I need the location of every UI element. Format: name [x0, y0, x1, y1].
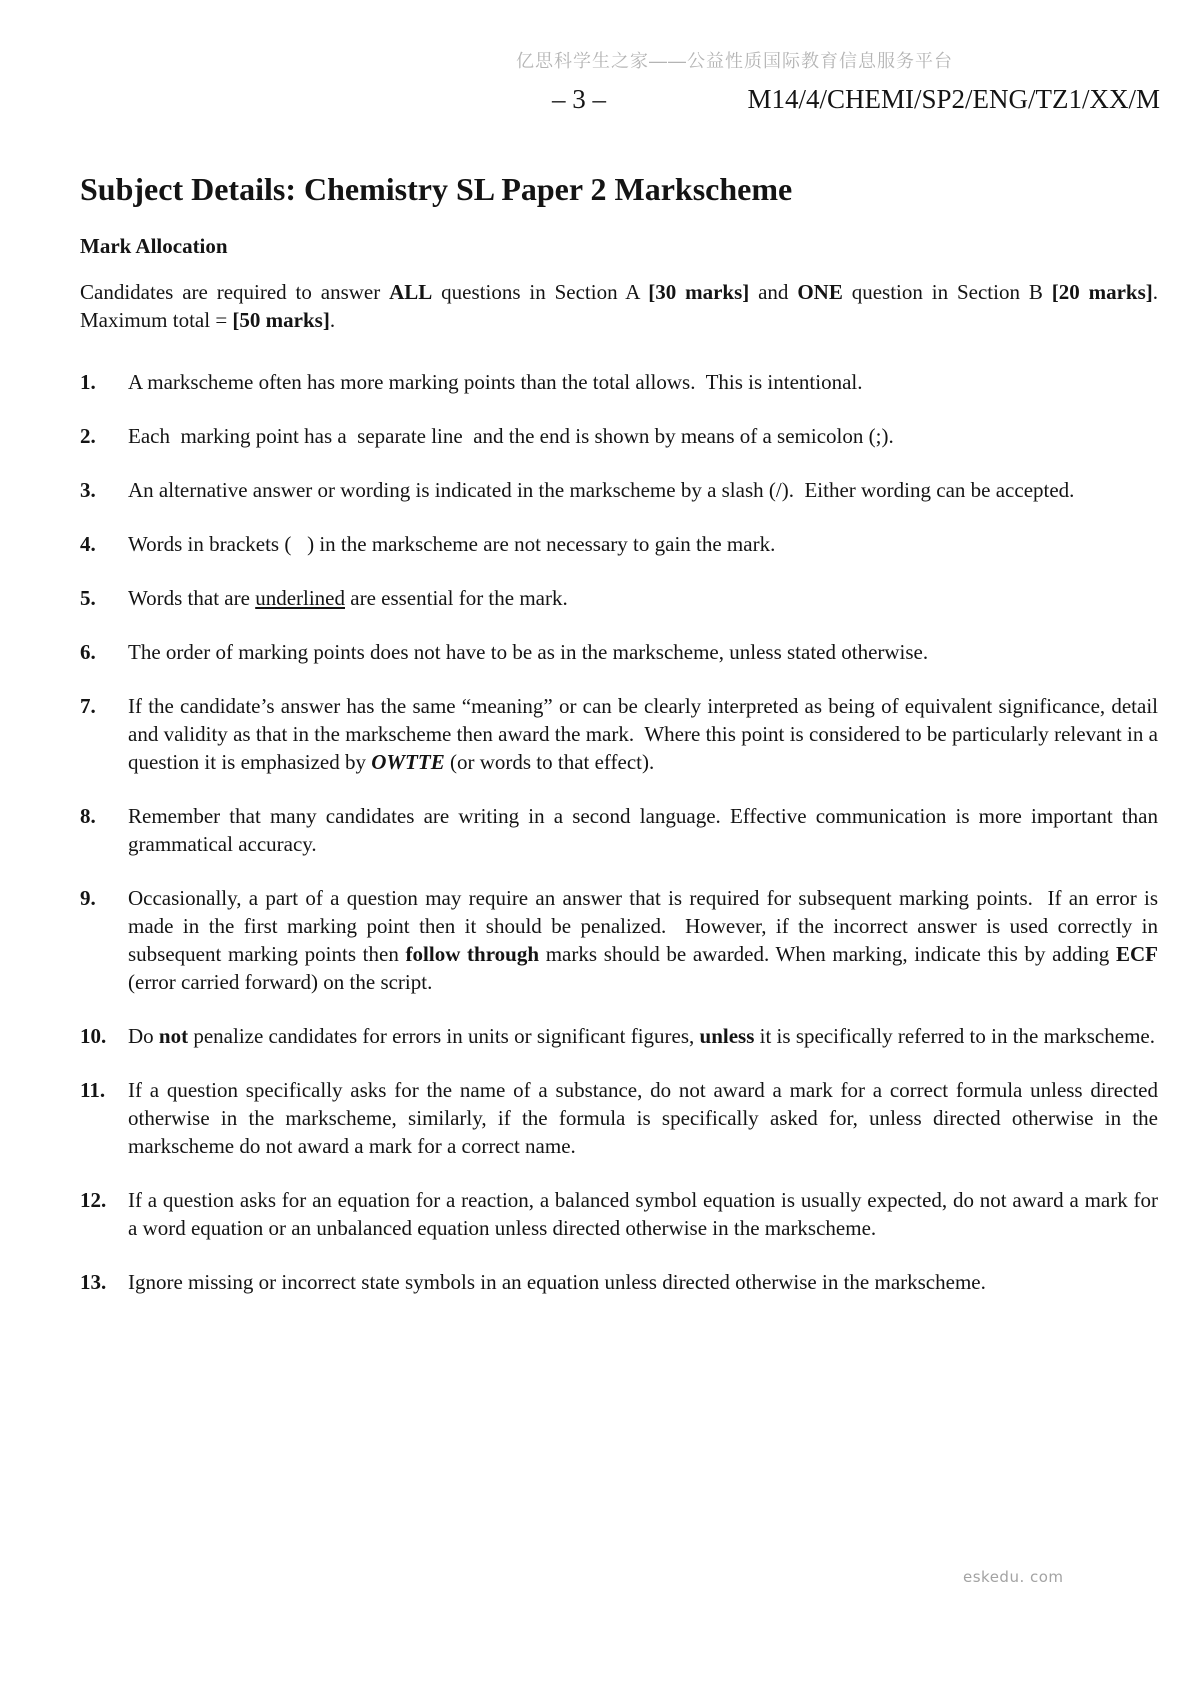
text-segment: Words in brackets ( ) in the markscheme are not necessary to gain the mark. [128, 532, 776, 556]
item-text [128, 1186, 1164, 1242]
text-segment: If a question specifically asks for the name of a substance, do not award a mark for a correct formula unless directed otherwise in the markscheme, similarly, if the formula is specifically asked for, unless directed otherwise in the markscheme do not award a mark for a correct name. [128, 1078, 1164, 1158]
list-item [80, 1186, 1164, 1242]
text-segment: [50 marks] [232, 308, 330, 332]
text-segment: Words that are [128, 586, 256, 610]
item-number: 5. [80, 586, 96, 610]
list-item [80, 884, 1164, 996]
text-segment: Do [128, 1024, 159, 1048]
text-segment: (error carried forward) on the script. [128, 942, 1164, 994]
list-item [80, 1022, 1158, 1050]
text-segment: Occasionally, a part of a question may require an answer that is required for subsequent marking points. If an error is made in the first marking point then it should be penalized. However, if the incorrect answer is used correctly in subsequent marking points then [128, 886, 1164, 966]
text-segment: not [158, 1024, 189, 1048]
text-segment: Ignore missing or incorrect state symbols in an equation unless directed otherwise in the markscheme. [128, 1270, 986, 1294]
item-number: 8. [80, 804, 96, 828]
text-segment: Each marking point has a separate line and the end is shown by means of a semicolon (;). [128, 424, 894, 448]
item-number: 2. [80, 424, 96, 448]
item-number: 9. [80, 886, 96, 910]
item-text [128, 802, 1164, 858]
paper-code: M14/4/CHEMI/SP2/ENG/TZ1/XX/M [747, 84, 1160, 114]
item-text [128, 530, 1158, 558]
item-number: 7. [80, 694, 96, 718]
list-item [80, 1076, 1164, 1160]
list-item [80, 476, 1158, 504]
item-text [128, 422, 1158, 450]
text-segment: question in Section B [842, 280, 1052, 304]
text-segment: unless [699, 1024, 755, 1048]
text-segment: penalize candidates for errors in units or significant figures, [188, 1024, 700, 1048]
document-content [80, 170, 1169, 1322]
text-segment: ONE [797, 280, 843, 304]
text-segment: ECF [1115, 942, 1158, 966]
text-segment: marks should be awarded. When marking, indicate this by adding [539, 942, 1116, 966]
item-number: 4. [80, 532, 96, 556]
item-number: 1. [80, 370, 96, 394]
text-segment: Candidates are required to answer [80, 280, 390, 304]
item-text [128, 368, 1158, 396]
text-segment: follow through [405, 942, 540, 966]
text-segment: underlined [255, 586, 345, 610]
list-item [80, 368, 1158, 396]
item-number: 6. [80, 640, 96, 664]
item-number: 12. [80, 1188, 107, 1212]
text-segment: it is specifically referred to in the markscheme. [754, 1024, 1155, 1048]
list-item [80, 802, 1164, 858]
text-segment: A markscheme often has more marking points than the total allows. This is intentional. [128, 370, 863, 394]
text-segment: OWTTE [371, 750, 445, 774]
site-watermark-header: 亿思科学生之家——公益性质国际教育信息服务平台 [516, 51, 953, 71]
item-number: 10. [80, 1024, 107, 1048]
text-segment: ALL [389, 280, 433, 304]
list-item [80, 422, 1158, 450]
item-number: 13. [80, 1270, 107, 1294]
text-segment: Remember that many candidates are writing in a second language. Effective communication is more important than grammatical accuracy. [128, 804, 1164, 856]
item-text [128, 638, 1158, 666]
list-item [80, 1268, 1158, 1296]
page-number: – 3 – [552, 84, 606, 114]
text-segment: [30 marks] [648, 280, 750, 304]
item-text [128, 884, 1164, 996]
item-text [128, 584, 1158, 612]
intro-paragraph [80, 278, 1169, 334]
text-segment: questions in Section A [432, 280, 649, 304]
text-segment: and [749, 280, 798, 304]
list-item [80, 638, 1158, 666]
list-item [80, 530, 1158, 558]
page-header [0, 82, 1191, 116]
item-text [128, 692, 1164, 776]
text-segment: [20 marks] [1051, 280, 1153, 304]
text-segment: If the candidate’s answer has the same “meaning” or can be clearly interpreted as being of equivalent significance, detail and validity as that in the markscheme then award the mark. Where this point is considered to be particularly relevant in a question it is emphasized by [128, 694, 1164, 774]
site-watermark-footer: eskedu. com [963, 1568, 1064, 1586]
page-title: Subject Details: Chemistry SL Paper 2 Markscheme [80, 171, 793, 207]
text-segment: . Maximum total = [80, 280, 1169, 332]
item-text [128, 1076, 1164, 1160]
text-segment: . [329, 308, 336, 332]
text-segment: An alternative answer or wording is indicated in the markscheme by a slash (/). Either wording can be accepted. [128, 478, 1075, 502]
list-item [80, 584, 1158, 612]
item-number: 3. [80, 478, 96, 502]
list-item [80, 692, 1164, 776]
item-text [128, 1022, 1158, 1050]
item-number: 11. [80, 1078, 106, 1102]
text-segment: (or words to that effect). [444, 750, 655, 774]
text-segment: are essential for the mark. [345, 586, 568, 610]
text-segment: If a question asks for an equation for a reaction, a balanced symbol equation is usually expected, do not award a mark for a word equation or an unbalanced equation unless directed otherwise in the markscheme. [128, 1188, 1164, 1240]
item-text [128, 476, 1158, 504]
item-text [128, 1268, 1158, 1296]
text-segment: The order of marking points does not have to be as in the markscheme, unless stated otherwise. [128, 640, 929, 664]
mark-allocation-heading: Mark Allocation [80, 234, 228, 258]
numbered-list [80, 368, 1164, 1296]
